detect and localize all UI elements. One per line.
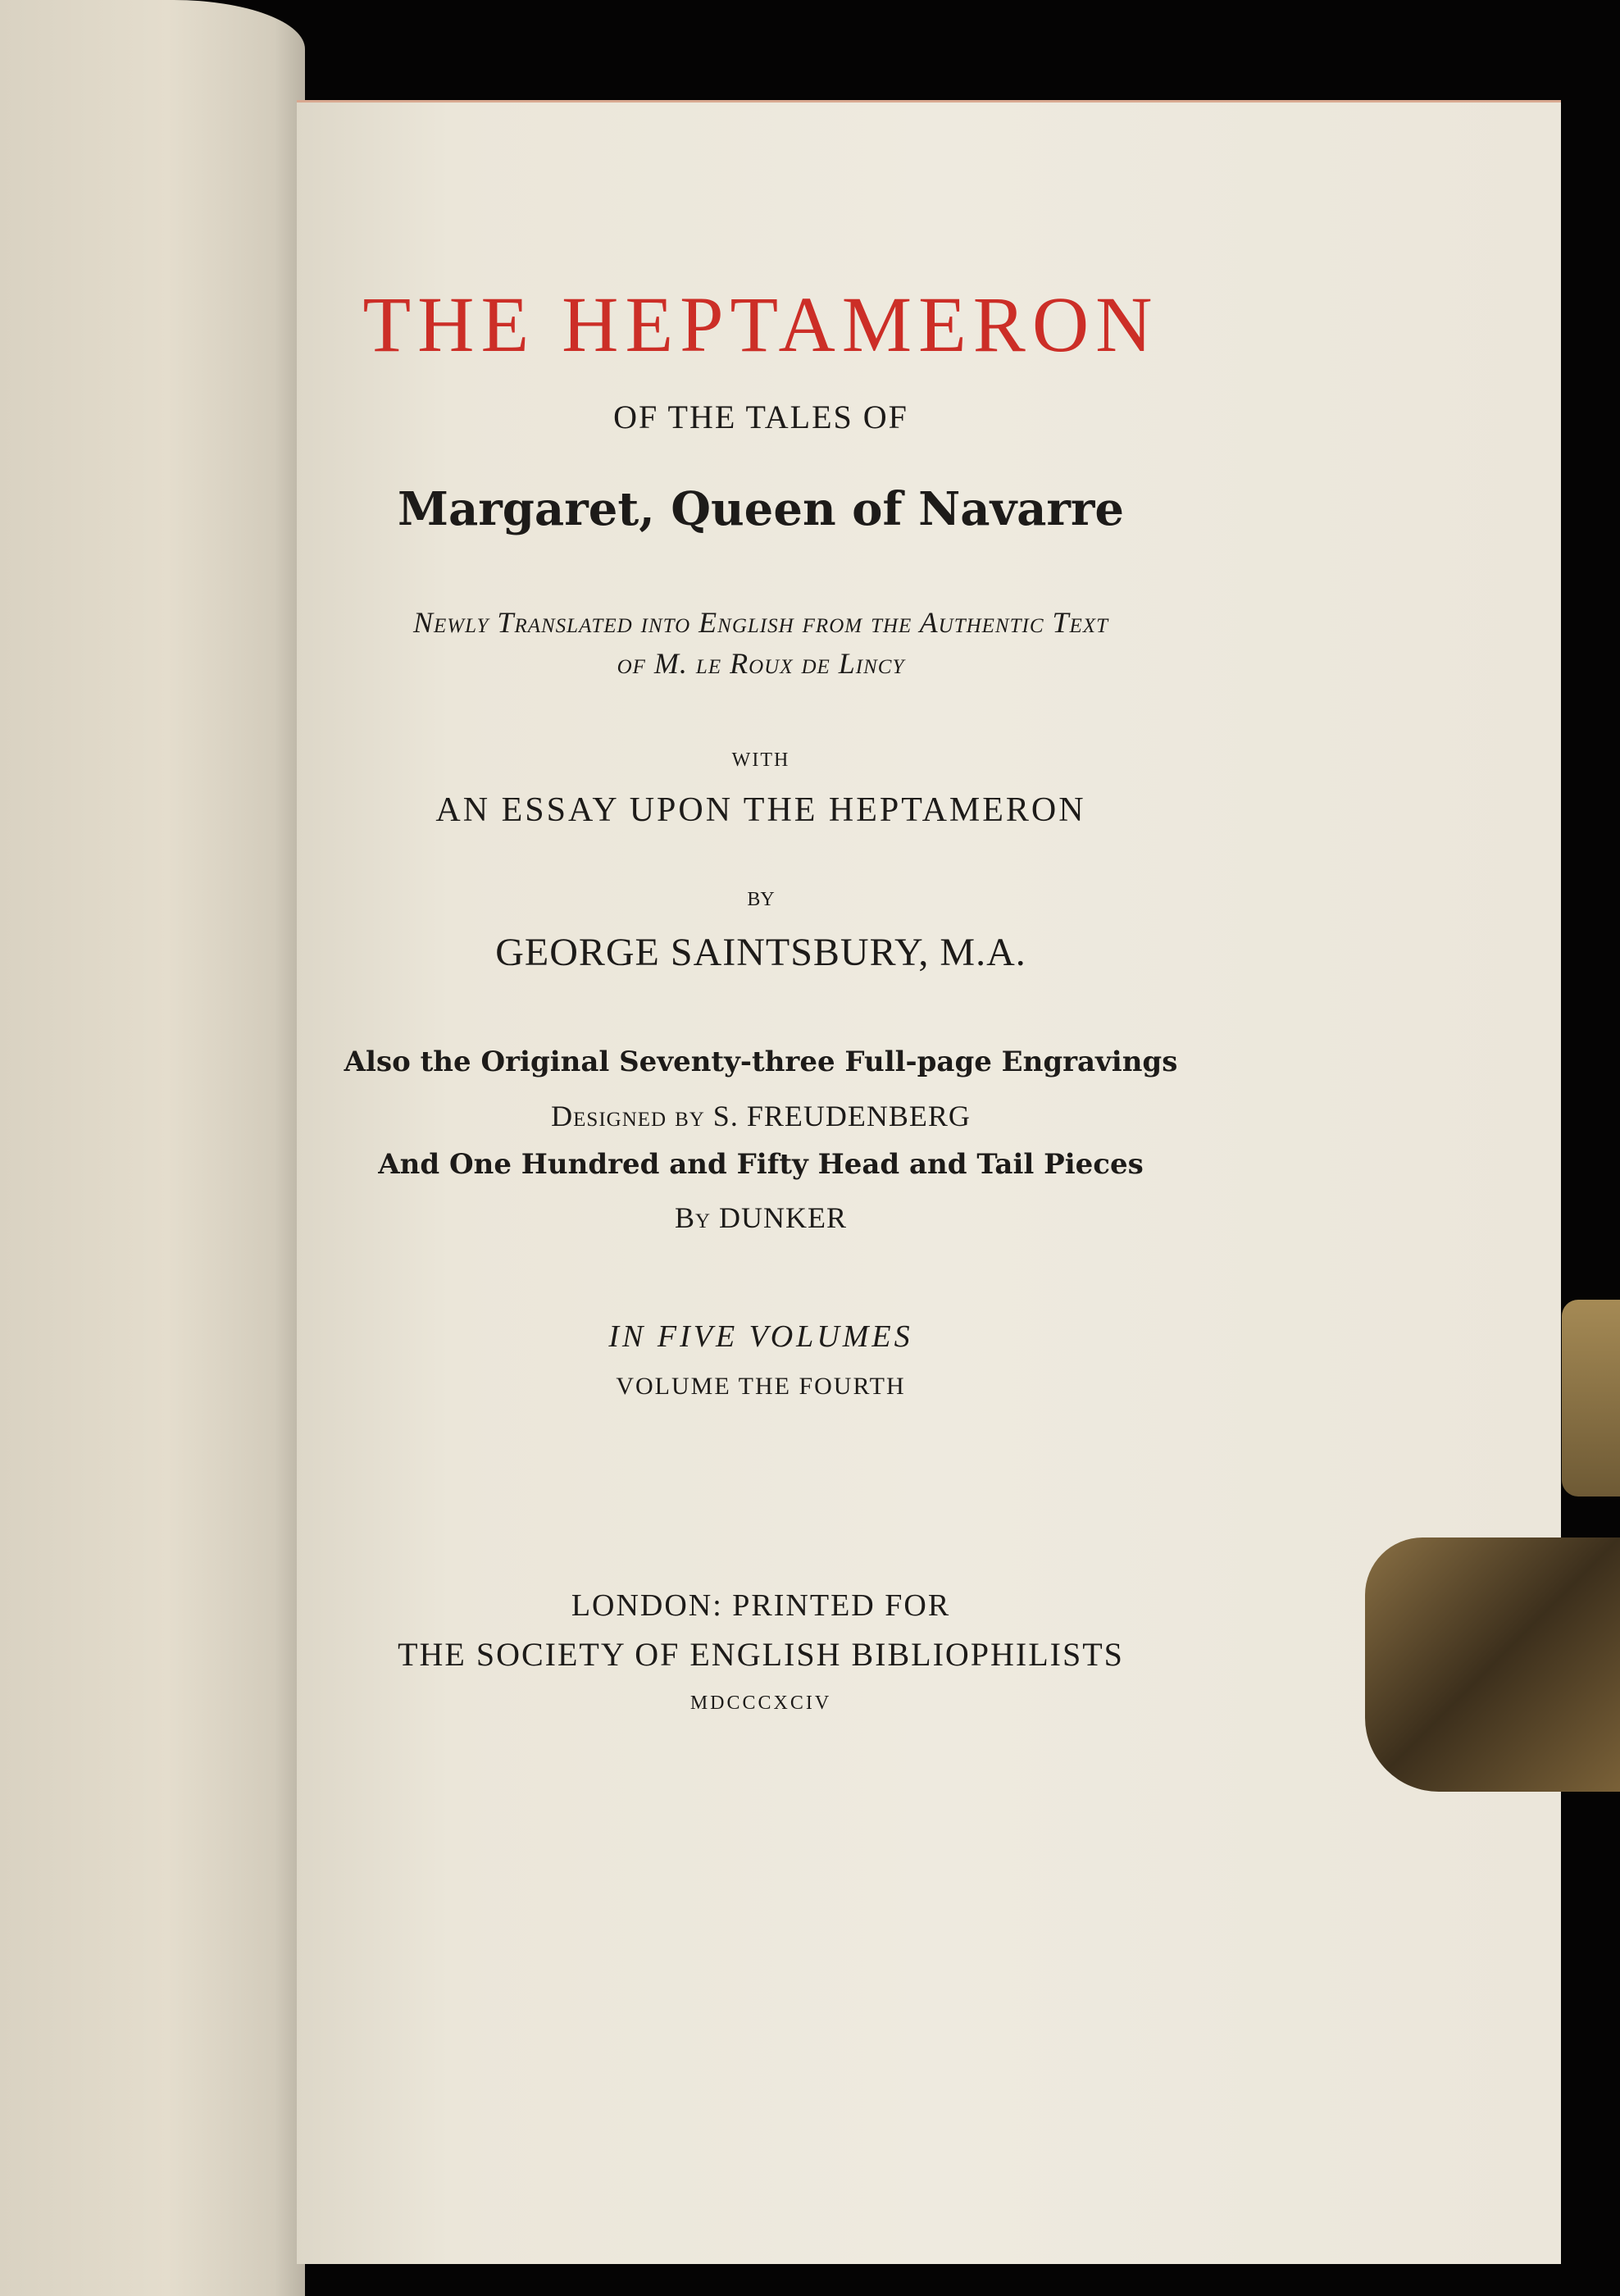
book-title: THE HEPTAMERON <box>362 280 1159 368</box>
brass-clasp <box>1365 1300 1620 1808</box>
essayist-name: GEORGE SAINTSBURY, M.A. <box>495 931 1026 974</box>
volumes-count: IN FIVE VOLUMES <box>608 1319 913 1354</box>
with-label: WITH <box>731 749 790 771</box>
imprint-line-1: LONDON: PRINTED FOR <box>571 1588 951 1623</box>
pieces-by-line: By DUNKER <box>674 1201 848 1234</box>
title-page <box>297 100 1561 2264</box>
imprint-line-2: THE SOCIETY OF ENGLISH BIBLIOPHILISTS <box>398 1636 1124 1673</box>
left-page <box>0 0 305 2296</box>
author-name: Margaret, Queen of Navarre <box>397 482 1125 536</box>
imprint-year: MDCCCXCIV <box>689 1692 832 1714</box>
pieces-line: And One Hundred and Fifty Head and Tail Pieces <box>378 1148 1144 1181</box>
designer-line: Designed by S. FREUDENBERG <box>551 1100 971 1132</box>
volume-number: VOLUME THE FOURTH <box>616 1373 906 1400</box>
translation-line-2: of M. le Roux de Lincy <box>617 647 905 680</box>
by-label: BY <box>747 889 775 910</box>
subtitle-prefix: OF THE TALES OF <box>613 399 908 435</box>
essay-title: AN ESSAY UPON THE HEPTAMERON <box>435 791 1086 829</box>
engravings-line: Also the Original Seventy-three Full-page Engravings <box>344 1046 1178 1078</box>
translation-line-1: Newly Translated into English from the Authentic Text <box>413 606 1108 639</box>
